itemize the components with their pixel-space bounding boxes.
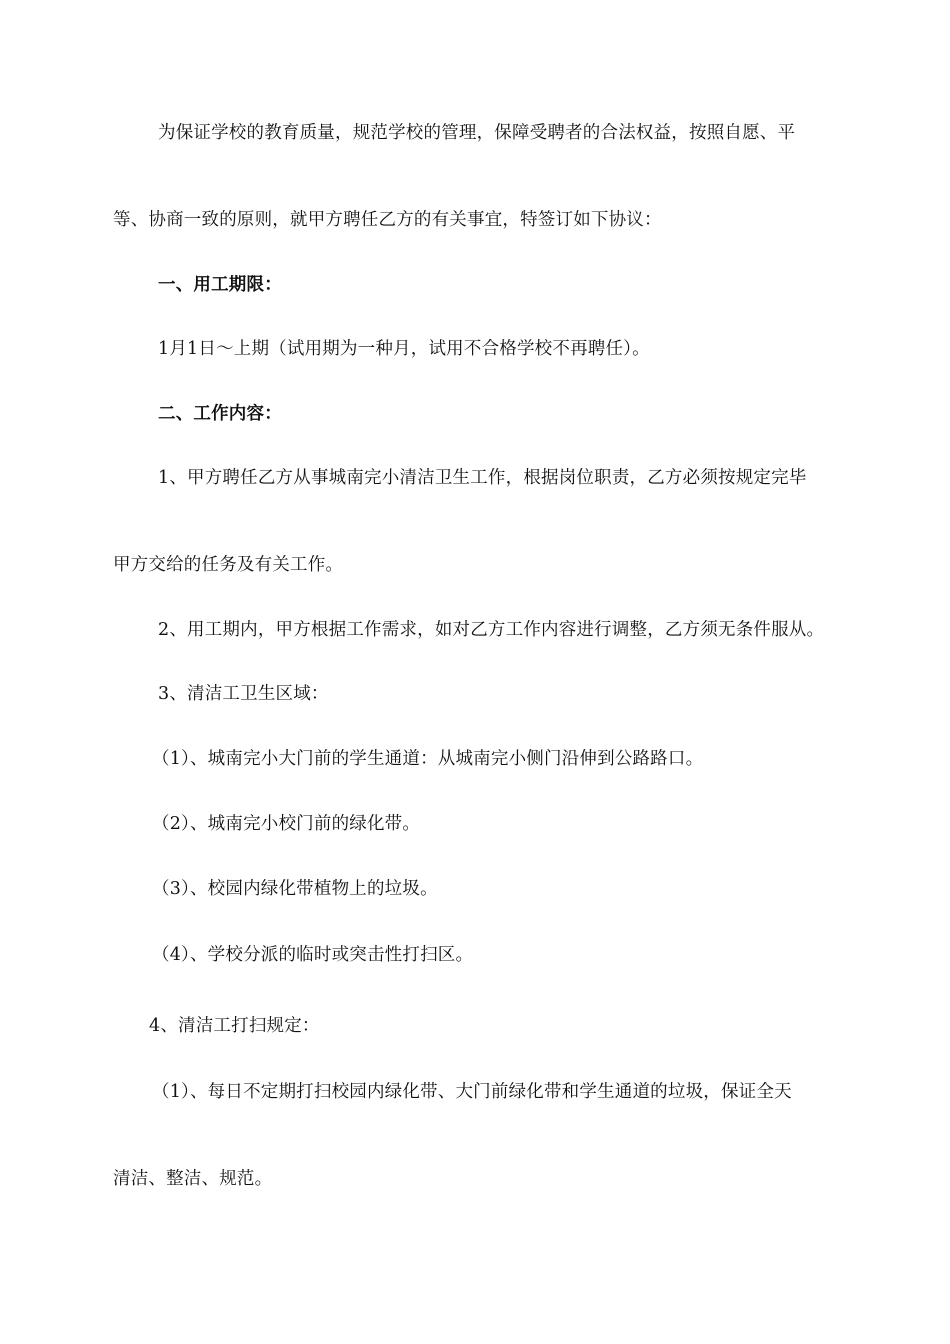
area-item-4: （4）、学校分派的临时或突击性打扫区。 (152, 945, 474, 965)
term-paragraph: 1月1日～上期（试用期为一种月，试用不合格学校不再聘任）。 (158, 339, 650, 359)
section-heading-term: 一、用工期限： (158, 275, 282, 295)
area-item-3: （3）、校园内绿化带植物上的垃圾。 (152, 879, 438, 899)
area-item-1: （1）、城南完小大门前的学生通道：从城南完小侧门沿伸到公路路口。 (152, 749, 704, 769)
intro-paragraph-line-1: 为保证学校的教育质量，规范学校的管理，保障受聘者的合法权益，按照自愿、平 (158, 123, 796, 143)
rule-item-1-line-1: （1）、每日不定期打扫校园内绿化带、大门前绿化带和学生通道的垃圾，保证全天 (152, 1082, 792, 1102)
content-item-4: 4、清洁工打扫规定： (149, 1016, 320, 1036)
content-item-1-line-2: 甲方交给的任务及有关工作。 (113, 555, 344, 575)
content-item-2: 2、用工期内，甲方根据工作需求，如对乙方工作内容进行调整，乙方须无条件服从。 (158, 620, 825, 640)
area-item-2: （2）、城南完小校门前的绿化带。 (152, 814, 421, 834)
content-item-1-line-1: 1、甲方聘任乙方从事城南完小清洁卫生工作，根据岗位职责，乙方必须按规定完毕 (158, 468, 807, 488)
rule-item-1-line-2: 清洁、整洁、规范。 (113, 1169, 273, 1189)
section-heading-content: 二、工作内容： (158, 404, 282, 424)
intro-paragraph-line-2: 等、协商一致的原则，就甲方聘任乙方的有关事宜，特签订如下协议： (113, 210, 662, 230)
content-item-3: 3、清洁工卫生区域： (158, 684, 329, 704)
